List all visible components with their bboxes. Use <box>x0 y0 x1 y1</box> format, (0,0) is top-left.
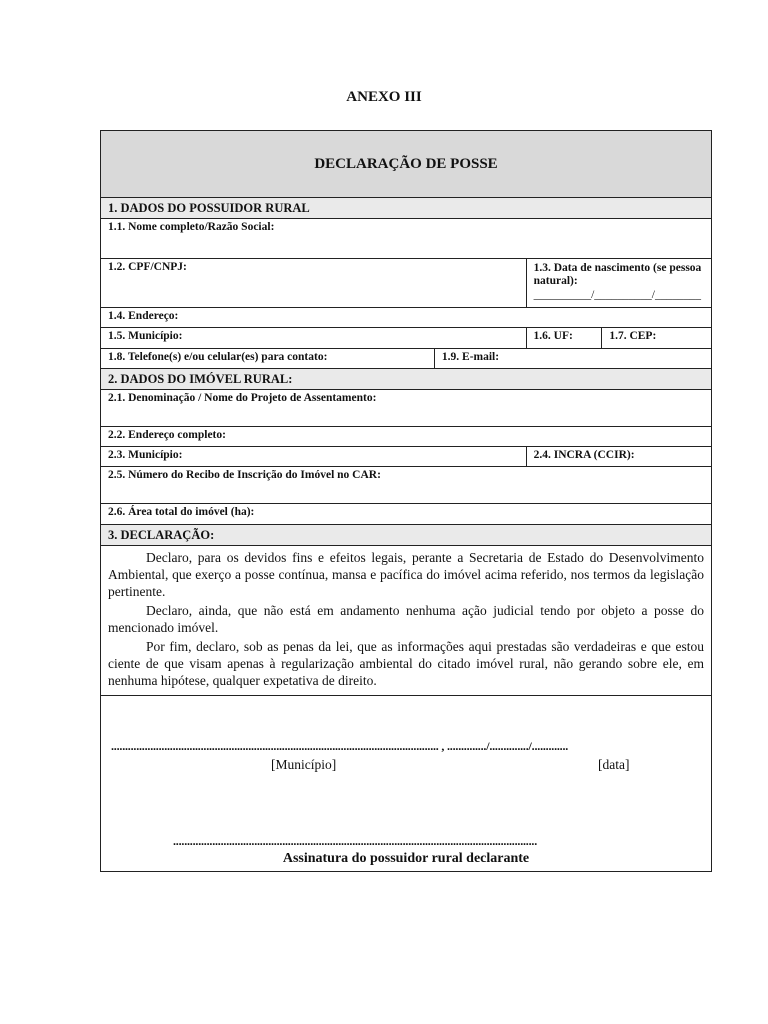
declaration-form <box>100 130 712 872</box>
section-1-header <box>101 197 711 218</box>
birth-date-blank: __________/__________/________ <box>533 289 701 301</box>
property-name-label: 2.1. Denominação / Nome do Projeto de Assentamento: <box>108 392 377 404</box>
declaration-paragraph: Declaro, para os devidos fins e efeitos legais, perante a Secretaria de Estado do Desenvolvimento Ambiental, que exerço a posse contínua, mansa e pacífica do imóvel acima referido, nos termos da legislação pertinente. <box>108 550 704 599</box>
section-2-header <box>101 368 711 389</box>
declaration-text-row <box>101 545 711 695</box>
full-address-field[interactable] <box>101 426 711 446</box>
property-name-field[interactable] <box>101 389 711 426</box>
date-placeholder-label: [data] <box>598 757 630 772</box>
name-field[interactable] <box>101 218 711 258</box>
incra-field[interactable]: 2.4. INCRA (CCIR): <box>526 447 711 466</box>
email-field[interactable]: 1.9. E-mail: <box>434 349 711 368</box>
property-municipality-field[interactable]: 2.3. Município: <box>108 449 183 461</box>
signature-label: Assinatura do possuidor rural declarante <box>282 851 530 866</box>
municipality-placeholder-label: [Município] <box>271 757 337 772</box>
declaration-text <box>101 546 711 695</box>
phone-field[interactable]: 1.8. Telefone(s) e/ou celular(es) para contato: <box>108 351 328 363</box>
car-receipt-label: 2.5. Número do Recibo de Inscrição do Imóvel no CAR: <box>108 469 381 481</box>
address-field[interactable] <box>101 307 711 327</box>
signature-line[interactable]: .................................................................................................................................. <box>173 834 538 848</box>
municipality-uf-cep-row <box>101 327 711 348</box>
signature-row <box>101 695 711 871</box>
cep-field[interactable]: 1.7. CEP: <box>601 328 711 348</box>
section-2-title: 2. DADOS DO IMÓVEL RURAL: <box>108 372 293 386</box>
place-date-line[interactable]: ..................................................................................................................... , ............../............../............. <box>111 739 569 753</box>
name-field-label: 1.1. Nome completo/Razão Social: <box>108 221 275 233</box>
form-title: DECLARAÇÃO DE POSSE <box>314 155 498 172</box>
declaration-paragraph: Declaro, ainda, que não está em andamento nenhuma ação judicial tendo por objeto a posse do mencionado imóvel. <box>108 603 704 635</box>
section-3-header <box>101 524 711 545</box>
uf-field[interactable]: 1.6. UF: <box>526 328 602 348</box>
full-address-label: 2.2. Endereço completo: <box>108 429 226 441</box>
phone-email-row <box>101 348 711 368</box>
birth-date-label: 1.3. Data de nascimento (se pessoa natural): <box>533 262 702 287</box>
municipality-field[interactable]: 1.5. Município: <box>108 330 183 342</box>
declaration-paragraph: Por fim, declaro, sob as penas da lei, que as informações aqui prestadas são verdadeiras e que estou ciente de que visam apenas à regularização ambiental do citado imóvel rural, não gerando sobre ele, em nenhuma hipótese, qualquer expetativa de direito. <box>108 639 704 688</box>
section-1-title: 1. DADOS DO POSSUIDOR RURAL <box>108 201 310 215</box>
address-field-label: 1.4. Endereço: <box>108 310 179 322</box>
birth-date-field[interactable] <box>526 259 711 307</box>
form-header <box>101 131 711 197</box>
signature-area <box>101 696 711 871</box>
total-area-field[interactable] <box>101 503 711 524</box>
property-municipality-incra-row <box>101 446 711 466</box>
car-receipt-field[interactable] <box>101 466 711 503</box>
annex-title: ANEXO III <box>346 89 422 105</box>
cpf-field[interactable]: 1.2. CPF/CNPJ: <box>108 261 187 273</box>
cpf-birth-row <box>101 258 711 307</box>
section-3-title: 3. DECLARAÇÃO: <box>108 528 215 542</box>
total-area-label: 2.6. Área total do imóvel (ha): <box>108 506 255 518</box>
